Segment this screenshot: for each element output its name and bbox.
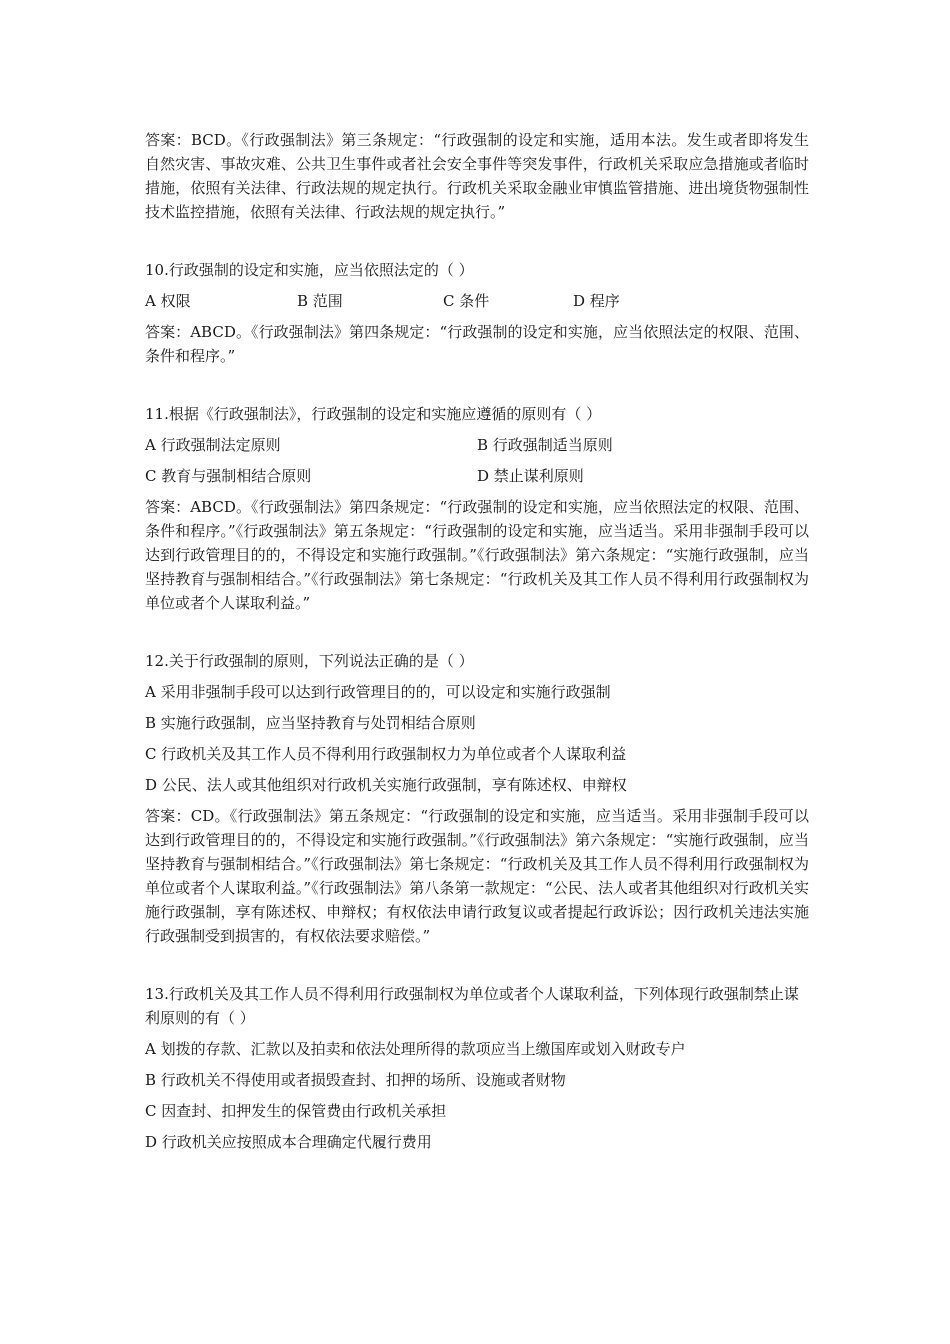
option-b: B 范围 (297, 292, 343, 310)
answer-text: 答案：BCD。《行政强制法》第三条规定：“行政强制的设定和实施，适用本法。发生或者即将发生自然灾害、事故灾难、公共卫生事件或者社会安全事件等突发事件，行政机关采取应急措施或者临时措施，依照有关法律、行政法规的规定执行。行政机关采取金融业审慎监管措施、进出境货物强制性技术监控措施，依照有关法律、行政法规的规定执行。” (145, 131, 809, 221)
option-c: C 条件 (443, 292, 490, 310)
option-a: A 划拨的存款、汇款以及拍卖和依法处理所得的款项应当上缴国库或划入财政专户 (145, 1040, 686, 1058)
options-row (145, 289, 809, 313)
option-c: C 因查封、扣押发生的保管费由行政机关承担 (145, 1102, 447, 1120)
question-stem: 11.根据《行政强制法》，行政强制的设定和实施应遵循的原则有（ ） (145, 405, 602, 423)
option-d: D 程序 (573, 292, 620, 310)
question-13 (145, 982, 809, 1154)
question-stem: 13.行政机关及其工作人员不得利用行政强制权为单位或者个人谋取利益，下列体现行政强制禁止谋利原则的有（ ） (145, 985, 799, 1027)
question-stem: 10.行政强制的设定和实施，应当依照法定的（ ） (145, 261, 474, 279)
question-12 (145, 649, 809, 948)
option-d: D 公民、法人或其他组织对行政机关实施行政强制，享有陈述权、申辩权 (145, 776, 627, 794)
option-b: B 实施行政强制，应当坚持教育与处罚相结合原则 (145, 714, 476, 732)
option-a: A 权限 (145, 292, 191, 310)
question-11 (145, 402, 809, 615)
option-c: C 教育与强制相结合原则 (145, 467, 312, 485)
option-a: A 行政强制法定原则 (145, 436, 281, 454)
option-d: D 行政机关应按照成本合理确定代履行费用 (145, 1133, 432, 1151)
answer-block-q9 (145, 128, 809, 224)
answer-text: 答案：ABCD。《行政强制法》第四条规定：“行政强制的设定和实施，应当依照法定的权限、范围、条件和程序。” (145, 323, 809, 365)
question-stem: 12.关于行政强制的原则，下列说法正确的是（ ） (145, 652, 474, 670)
question-10 (145, 258, 809, 368)
option-b: B 行政强制适当原则 (477, 436, 613, 454)
answer-text: 答案：CD。《行政强制法》第五条规定：“行政强制的设定和实施，应当适当。采用非强制手段可以达到行政管理目的的，不得设定和实施行政强制。”《行政强制法》第六条规定：“实施行政强制，应当坚持教育与强制相结合。”《行政强制法》第七条规定：“行政机关及其工作人员不得利用行政强制权为单位或者个人谋取利益。”《行政强制法》第八条第一款规定：“公民、法人或者其他组织对行政机关实施行政强制，享有陈述权、申辩权；有权依法申请行政复议或者提起行政诉讼；因行政机关违法实施行政强制受到损害的，有权依法要求赔偿。” (145, 807, 809, 945)
answer-text: 答案：ABCD。《行政强制法》第四条规定：“行政强制的设定和实施，应当依照法定的权限、范围、条件和程序。”《行政强制法》第五条规定：“行政强制的设定和实施，应当适当。采用非强制手段可以达到行政管理目的的，不得设定和实施行政强制。”《行政强制法》第六条规定：“实施行政强制，应当坚持教育与强制相结合。”《行政强制法》第七条规定：“行政机关及其工作人员不得利用行政强制权为单位或者个人谋取利益。” (145, 498, 809, 612)
document-page (145, 128, 809, 1161)
option-a: A 采用非强制手段可以达到行政管理目的的，可以设定和实施行政强制 (145, 683, 611, 701)
option-d: D 禁止谋利原则 (477, 467, 584, 485)
option-b: B 行政机关不得使用或者损毁查封、扣押的场所、设施或者财物 (145, 1071, 566, 1089)
options-row (145, 433, 809, 457)
option-c: C 行政机关及其工作人员不得利用行政强制权力为单位或者个人谋取利益 (145, 745, 627, 763)
options-row (145, 464, 809, 488)
